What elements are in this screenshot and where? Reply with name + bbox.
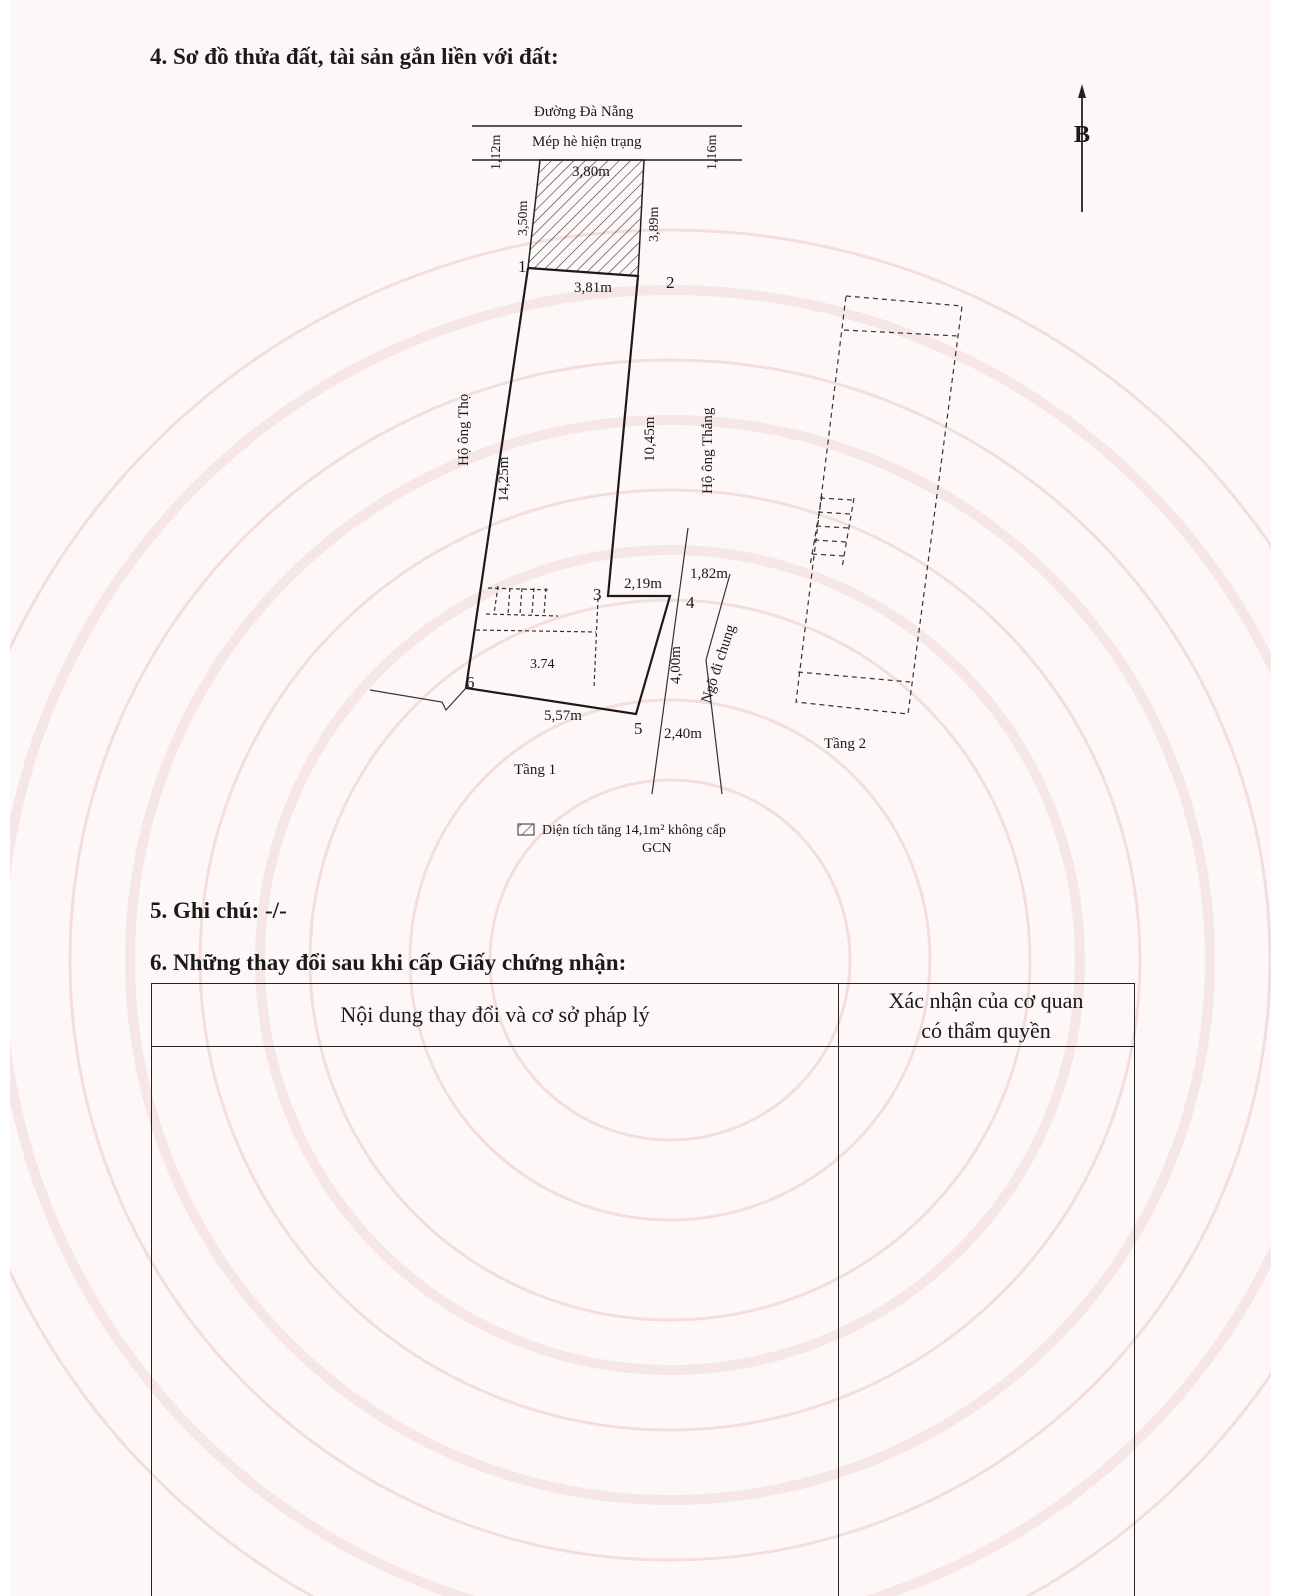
table-header-confirmation-line-1: Xác nhận của cơ quan	[888, 988, 1084, 1013]
certificate-page	[10, 0, 1271, 1596]
table-column-divider	[838, 984, 839, 1596]
left-offset-label: 1,12m	[489, 134, 504, 170]
point-1: 1	[518, 257, 527, 276]
section-6-title: 6. Những thay đổi sau khi cấp Giấy chứng nhận:	[150, 950, 627, 975]
table-header-confirmation	[838, 986, 1134, 1046]
section-5-title: 5. Ghi chú: -/-	[150, 898, 287, 923]
edge-4-5-label: 4,00m	[668, 646, 684, 684]
alley-top-label: 1,82m	[690, 566, 728, 582]
front-right-label: 3,89m	[647, 206, 662, 242]
point-6: 6	[466, 673, 475, 692]
edge-1-6-label: 14,25m	[496, 456, 512, 502]
alley-label: Ngõ đi chung	[698, 622, 740, 706]
north-label: B	[1074, 122, 1091, 148]
point-2: 2	[666, 273, 675, 292]
floor-1-label: Tầng 1	[514, 762, 557, 778]
point-3: 3	[593, 585, 602, 604]
front-left-label: 3,50m	[516, 200, 531, 236]
floor-2-outline	[796, 296, 962, 714]
right-neighbor-label: Hộ ông Thắng	[700, 407, 716, 494]
stair-dashed-lines	[476, 586, 598, 688]
left-neighbor-label: Hộ ông Thọ	[456, 393, 472, 466]
land-plot-diagram	[10, 0, 1271, 880]
changes-table	[151, 983, 1135, 1596]
inner-dim-label: 3.74	[530, 657, 555, 672]
table-header-content: Nội dung thay đổi và cơ sở pháp lý	[340, 1002, 650, 1027]
edge-1-2-label: 3,81m	[574, 280, 612, 296]
edge-3-4-label: 2,19m	[624, 576, 662, 592]
left-ground-line	[370, 688, 466, 710]
floor-2-label: Tầng 2	[824, 736, 867, 752]
legend-hatch-icon	[518, 824, 534, 835]
sidewalk-label: Mép hè hiện trạng	[532, 134, 642, 150]
edge-5-6-label: 5,57m	[544, 708, 582, 724]
legend-text-line-2: GCN	[642, 841, 672, 856]
north-arrow-icon	[1078, 84, 1086, 98]
edge-2-3-label: 10,45m	[642, 416, 658, 462]
legend-text-line-1: Diện tích tăng 14,1m² không cấp	[542, 823, 726, 838]
table-header-confirmation-line-2: có thẩm quyền	[921, 1018, 1051, 1043]
right-offset-label: 1,16m	[705, 134, 720, 170]
table-header-divider	[152, 1046, 1134, 1047]
point-4: 4	[686, 593, 695, 612]
road-label: Đường Đà Nẵng	[534, 104, 634, 120]
section-4-title: 4. Sơ đồ thửa đất, tài sản gắn liền với đất:	[150, 44, 559, 69]
front-width-label: 3,80m	[572, 164, 610, 180]
alley-bottom-label: 2,40m	[664, 726, 702, 742]
point-5: 5	[634, 719, 643, 738]
